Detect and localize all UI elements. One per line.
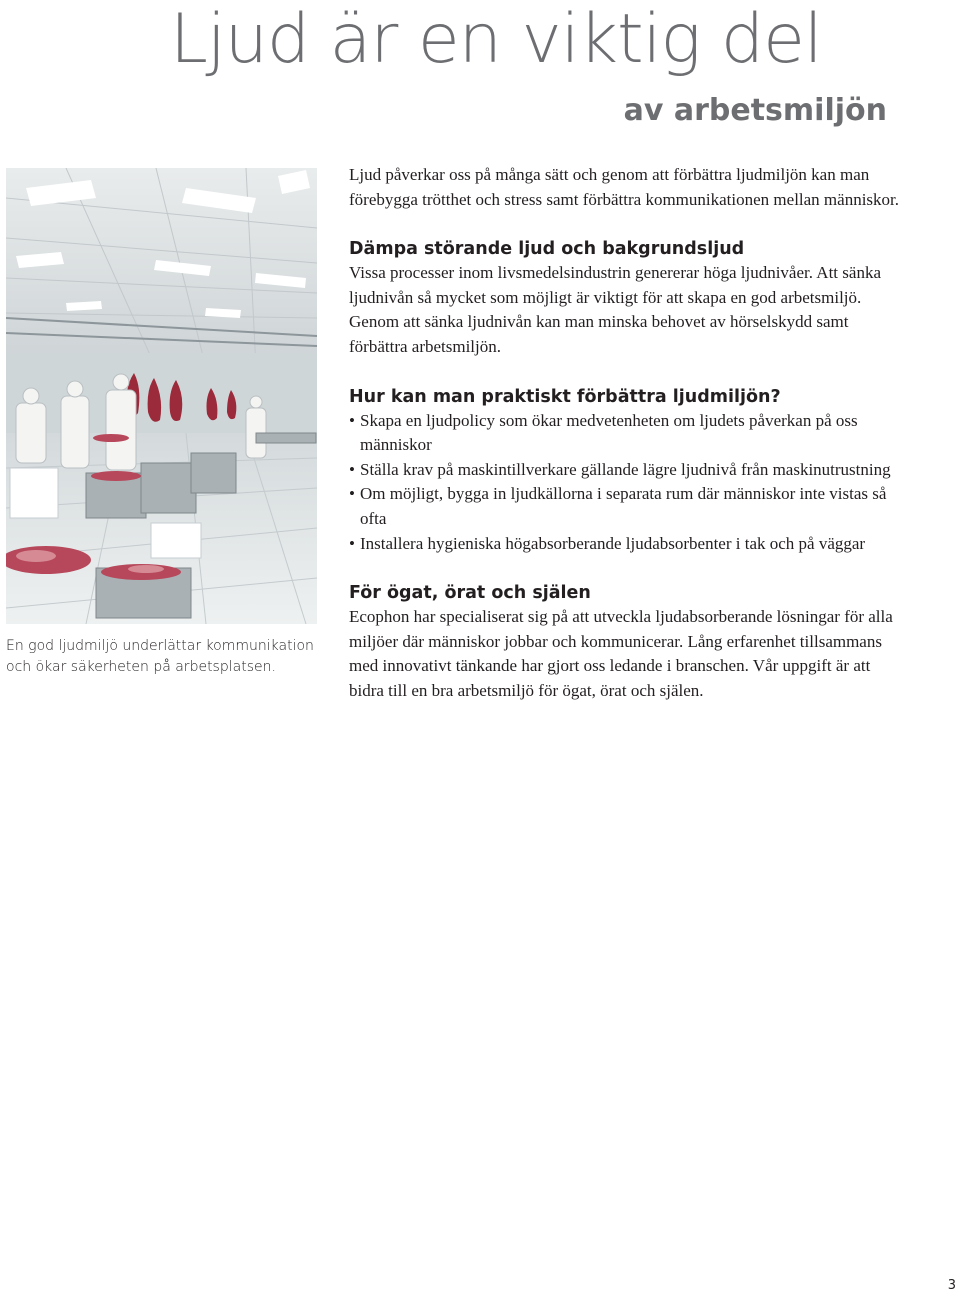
food-industry-photo [6,168,317,624]
page-number: 3 [947,1278,956,1293]
photo-caption: En god ljudmiljö underlättar kommunikation och ökar säkerheten på arbetsplatsen. [6,638,314,675]
bullet-icon: • [349,533,355,553]
section-improvements [349,385,909,557]
intro-paragraph: Ljud påverkar oss på många sätt och genom att förbättra ljudmiljön kan man förebygga trötthet och stress samt förbättra kommunikationen mellan människor. [349,165,900,209]
list-item [349,532,909,557]
list-item-text: Skapa en ljudpolicy som ökar medvetenheten om ljudets påverkan på oss människor [360,410,858,455]
main-content [349,163,909,729]
section-heading: Dämpa störande ljud och bakgrundsljud [349,239,745,260]
page-title: Ljud är en viktig del [170,0,822,79]
bullet-icon: • [349,484,355,504]
list-item [349,458,909,483]
bullet-icon: • [349,410,355,430]
section-heading: För ögat, örat och själen [349,583,591,604]
improvement-list [349,409,909,557]
section-body: Ecophon har specialiserat sig på att utveckla ljudabsorberande lösningar för alla miljöer där människor jobbar och kommunicerar. Lång erfarenhet tillsammans med innovativt tänkande har gjort oss ledande i branschen. Vår uppgift är att bidra till en bra arbetsmiljö för ögat, örat och själen. [349,607,893,700]
list-item-text: Om möjligt, bygga in ljudkällorna i separata rum där människor inte vistas så ofta [360,484,887,528]
section-body: Vissa processer inom livsmedelsindustrin genererar höga ljudnivåer. Att sänka ljudnivån så mycket som möjligt är viktigt för att skapa en god arbetsmiljö. Genom att sänka ljudnivån kan man minska behovet av hörselskydd samt förbättra arbetsmiljön. [349,263,881,356]
section-ecophon [349,581,909,703]
list-item-text: Installera hygieniska högabsorberande ljudabsorbenter i tak och på väggar [360,533,866,553]
list-item [349,482,909,531]
page-subtitle: av arbetsmiljön [623,93,887,128]
list-item-text: Ställa krav på maskintillverkare gällande lägre ljudnivå från maskinutrustning [360,459,891,479]
bullet-icon: • [349,459,355,479]
section-noise [349,237,909,359]
list-item [349,409,909,458]
section-heading: Hur kan man praktiskt förbättra ljudmiljön? [349,386,781,407]
